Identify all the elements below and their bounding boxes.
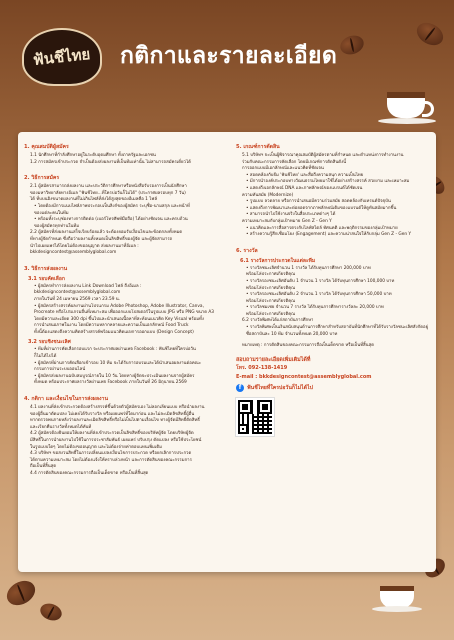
bullet-line: • โดยต้องมีการแนบไฟล์ภาพประกอบเป็นลิงก์ของผู้สมัคร ระบุชื่อ-นามสกุล และหน้าที่ (34, 203, 190, 209)
text-line: นำไปเผยแพร่ได้โดยไม่ต้องขออนุญาต ส่งผลงานมาที่อีเมล : bkkdesigncontest@assemblyglobal.com (30, 243, 139, 256)
bullet-line: • รางวัลชนะเลิศจำนวน 1 รางวัล ได้รับทุนการศึกษา 200,000 บาท (246, 265, 371, 271)
bullet-line: • รางวัลรองชนะเลิศอันดับ 1 จำนวน 1 รางวัล ได้รับทุนการศึกษา 100,000 บาท (246, 278, 395, 284)
contact-phone[interactable]: โทร. 092-138-1419 (236, 364, 288, 371)
text-line: 2.2 ผู้สมัครที่ส่งผลงานเสร็จเรียบร้อยแล้ว จะต้องยอมรับเงื่อนไขและข้อตกลงทั้งหมด (30, 230, 183, 236)
bullet-line: ชื่อสถาบันละ 10 ทีม จำนวนทั้งหมด 20,000 บาท (246, 331, 338, 337)
facebook-page-name: ฟันชีไทยที่ใครบ่อวันก็ไม่ได้ไป (247, 384, 313, 391)
bullet-line: • ผู้สมัครทำการส่งผลงาน Link Download ไฟล์ ถึงอีเมล : bkkdesigncontest@assemblyglobal.com (34, 283, 142, 296)
text-line: มีสิทธิ์ในการนำผลงานไปใช้ในการประชาสัมพันธ์ เผยแพร่ ปรับปรุง ดัดแปลง หรือใช้ประโยชน์ (30, 438, 202, 443)
text-line: ความเหมาะสมกับกลุ่มเป้าหมาย Gen Z - Gen Y (242, 218, 332, 224)
header (0, 0, 454, 110)
logo-text: ฟันชีไทย (32, 45, 92, 69)
bullet-line: โดยมีความละเอียด 300 dpi ขึ้นไปและนำเสนอเนื้อหาที่สะท้อนแนวคิด Key Visual พร้อมทั้ง (34, 316, 204, 322)
sub-heading: 6.1 รางวัลการประกวดในแต่ละทีม (240, 257, 316, 264)
coffee-bean-icon (38, 601, 64, 624)
text-line: ร่วมกับคณะกรรมการคัดเลือก โดยมีเกณฑ์การตัดสินดังนี้ (242, 159, 347, 165)
bullet-line: • แสดงถึงเอกลักษณ์ DNA และภาพลักษณ์ของแบรนด์ได้ชัดเจน (246, 185, 363, 191)
bullet-line: พร้อมโล่ประกาศเกียรติคุณ (246, 311, 296, 317)
text-line: การออกแบบมีเอกลักษณ์และแนวคิดที่ชัดเจน (242, 166, 324, 172)
coffee-cup-icon (387, 92, 425, 118)
bullet-line: • แสดงถึงการพัฒนาและต่อยอดจากภาพลักษณ์เดิมของแบรนด์ให้ดูทันสมัยมากขึ้น (246, 205, 397, 211)
text-line: 4.4 การตัดสินของคณะกรรมการถือเป็นเด็ดขาด หรือเป็นที่สิ้นสุด (30, 470, 149, 476)
text-line: ในรูปแบบใดๆ โดยไม่ต้องขออนุญาต และไม่ต้องจ่ายค่าตอบแทนเพิ่มเติม (30, 444, 162, 450)
bullet-line: • ผู้สมัครส่งผลงานฉบับสมบูรณ์ภายใน 10 วัน โดยทางผู้จัดจะประเมินผลงานจากผู้สมัคร (34, 373, 195, 379)
bullet-line: กรรมการผ่านระบบออนไลน์ (34, 367, 86, 373)
text-line: ถือเป็นที่สิ้นสุด (30, 464, 57, 470)
text-line: 4.3 บริษัทฯ ขอสงวนสิทธิ์ในการเปลี่ยนแปลงเงื่อนไขการประกวด หรือยกเลิกการประกวด (30, 451, 192, 457)
contact-heading: สอบถามรายละเอียดเพิ่มเติมได้ที่ (236, 356, 311, 363)
text-line: 4.1 ผลงานที่ส่งเข้าประกวดต้องสร้างสรรค์ขึ้นด้วยตัวผู้สมัครเอง ไม่ลอกเลียนแบบ หรือนำผลงาน (30, 405, 205, 411)
bullet-line: ทั้งนี้ต้องแสดงถึงความคิดสร้างสรรค์พร้อมแนวคิดแฝงการออกแบบ (Design Concept) (34, 329, 194, 335)
sub-heading: 3.1 รอบคัดเลือก (28, 275, 65, 282)
bullet-line: • ผู้สมัครสร้างสรรค์ผลงานผ่านโปรแกรม Adobe Photoshop, Adobe Illustrator, Canva, (34, 303, 204, 309)
text-line: ได้ ที่บบนอิงขนาดผลงานที่ไม่เกินไฟล์ที่ส่งได้สูงสุดของอีเมลคือ 1 ไฟล์ (30, 197, 158, 203)
qr-corner (238, 424, 248, 434)
text-line: ของมหาวิทยาลัยทางอีเมล "ฟันชีไทย...ที่ใครบ่อวันก็ไม่ได้" (ประกาศผลรอบทุก 7 วัน) (30, 190, 186, 196)
spacer (24, 257, 224, 262)
text-line: หากตรวจพบภายหลังว่าผลงานละเมิดลิขสิทธิ์หรือไม่เป็นไปตามเงื่อนไข ทางผู้จัดมีสิทธิ์ตัดสิทธิ์ (30, 418, 200, 424)
bullet-line: • แนวคิดและการสื่อสารตรงกับไลฟ์สไตล์ ทัศนคติ และพฤติกรรมของกลุ่มเป้าหมาย (246, 225, 398, 231)
right-column (236, 140, 436, 436)
bullet-line: พร้อมโล่ประกาศเกียรติคุณ (246, 298, 296, 304)
bullet-line: ทั้งหมด พร้อมประกาศผลรางวัลผ่านเพจ Facebook ภายในวันที่ 26 มิถุนายน 2569 (34, 380, 187, 386)
bullet-line: • สร้างความรู้สึกเชื่อมโยง (Engagement) และความน่าสนใจให้กับกลุ่ม Gen Z - Gen Y (246, 232, 412, 238)
facebook-row[interactable] (236, 384, 436, 392)
coffee-cup-icon (380, 586, 414, 608)
bullet-line: • ทีมที่ผ่านการคัดเลือกรอบแรก จะประกาศผลผ่านเพจ Facebook : ฟันชีไทยที่ใครบ่อวัน (34, 347, 196, 353)
bullet-line: • มีการนำองค์ประกอบทางวัฒนธรรมไทยมาใช้ได้อย่างสร้างสรรค์ สวยงาม และเหมาะสม (246, 179, 410, 185)
bullet-line: • รางวัลพิเศษเป็นเงินสนับสนุนด้านการศึกษาสำหรับสถาบันที่นักศึกษาที่ได้รับรางวัลชนะเลิศสังกัดอยู่ (246, 325, 429, 331)
section-heading: 1. คุณสมบัติผู้สมัคร (24, 144, 69, 150)
text-line: ความทันสมัย (Modernize) (242, 192, 294, 198)
sub-heading: 3.2 รอบชิงชนะเลิศ (28, 339, 71, 346)
right-column-content (236, 143, 436, 350)
spacer (24, 387, 224, 392)
brand-logo (22, 28, 102, 86)
page-title: กติกาและรายละเอียด (120, 43, 338, 69)
bullet-line: • รูปแบบ ลวดลาย หรือการนำเสนอมีความร่วมสมัย สอดคล้องกับเทรนด์ปัจจุบัน (246, 199, 391, 205)
section-heading: 2. วิธีการสมัคร (24, 175, 60, 182)
section-heading: 5. เกณฑ์การตัดสิน (236, 144, 280, 150)
contact-email[interactable]: E-mail : bkkdesigncontest@assemblyglobal.com (236, 373, 372, 380)
bullet-line: ของแต่ละคนในทีม (34, 210, 69, 216)
bullet-line: พร้อมโล่ประกาศเกียรติคุณ (246, 272, 296, 278)
bullet-line: • สามารถนำไปใช้งานจริงในสื่อประเภทต่างๆ ได้ (246, 212, 336, 218)
saucer (378, 118, 436, 124)
text-line: 5.1 บริษัทฯ จะเป็นผู้พิจารณาคุณสมบัติผู้สมัครตามที่กำหนด และตำแหน่งการทำงานงาน (242, 153, 404, 158)
bullet-line: • รางวัลรองชนะเลิศอันดับ 2 จำนวน 1 รางวัล ได้รับทุนการศึกษา 50,000 บาท (246, 292, 392, 298)
bullet-line: ก็ไม่ได้ไปได้ (34, 354, 57, 360)
coffee-bean-icon (3, 576, 40, 610)
text-line: 1.2 การสมัครเข้าประกวด จำเป็นต้องส่งผลงานที่เป็นทีมเท่านั้น ไม่สามารถสมัครเดี่ยวได้ (30, 159, 191, 165)
saucer (372, 606, 422, 612)
qr-pattern (252, 414, 272, 434)
bullet-line: ของผู้สมัครทุกท่านในทีม (34, 223, 80, 229)
section-heading: 6. รางวัล (236, 247, 258, 254)
qr-code (236, 398, 274, 436)
bullet-line: • ผู้สมัครที่ผ่านการคัดเลือกเข้ารอบ 10 ทีม จะได้รับการอบรมและได้นำเสนอผลงานต่อคณะ (34, 360, 202, 366)
bullet-line: • รางวัลชมเชย จำนวน 7 รางวัล ได้รับทุนการศึกษารางวัลละ 20,000 บาท (246, 305, 384, 311)
left-column (24, 140, 224, 478)
bullet-line: ภายในวันที่ 24 เมษายน 2569 เวลา 23.59 น. (34, 296, 121, 302)
bullet-line: • สอดคล้องกับธีม 'ฟันชีไทย' และสื่อถึงความสนุก ความเป็นไทย (246, 172, 364, 178)
rules-card (18, 132, 436, 572)
text-line: ได้ตามความเหมาะสม โดยไม่ต้องแจ้งให้ทราบล่วงหน้า และการตัดสินของคณะกรรมการ (30, 457, 192, 463)
bullet-line: • พร้อมทั้งระบุช่องทางการติดต่อ (เบอร์โทรศัพท์มือถือ) ได้อย่างชัดเจน และครบถ้วน (34, 217, 188, 223)
spacer (24, 166, 224, 171)
text-line: 4.2 ผู้สมัครต้องยินยอมให้ผลงานที่ส่งเข้าประกวดเป็นลิขสิทธิ์ของบริษัทผู้จัด โดยบริษัทผู้จัด (30, 431, 194, 437)
bullet-line: การนำเสนอภาพในงาน โดยมีความหลากหลายและความเป็นเอกลักษณ์ Food Truck (34, 323, 189, 329)
text-line: หมายเหตุ : การตัดสินของคณะกรรมการถือเป็นเด็ดขาด หรือเป็นที่สิ้นสุด (242, 343, 375, 349)
text-line: 2.1 ผู้สมัครสามารถส่งผลงาน และประวัติการศึกษาหรือหนังสือรับรองการเป็นนักศึกษา (30, 184, 187, 190)
spacer (236, 239, 436, 244)
text-line: ที่ทางผู้จัดกำหนด ซึ่งถือว่าผลงานทั้งหมดเป็นลิขสิทธิ์ของผู้จัด และผู้จัดสามารถ (30, 236, 173, 242)
bullet-line: Procreate หรือโปรแกรมอื่นที่เหมาะสม เพื่อออกแบบโปสเตอร์ในรูปแบบ JPG หรือ PNG ขนาด A3 (34, 310, 215, 316)
text-line: และเรียกคืนรางวัลทั้งหมดได้ทันที (30, 424, 92, 430)
text-line: 1.1 นักศึกษาที่กำลังศึกษาอยู่ในระดับอุดมศึกษา ทั้งภาครัฐและเอกชน (30, 153, 156, 158)
text-line: ของผู้อื่นมาดัดแปลง ไม่เคยได้รับรางวัล หรือเผยแพร่ที่ใดมาก่อน และไม่ละเมิดลิขสิทธิ์ผู้อื่น (30, 411, 195, 417)
section-heading: 3. วิธีการส่งผลงาน (24, 265, 68, 272)
section-heading: 4. กติกา และเงื่อนไขในการส่งผลงาน (24, 396, 109, 403)
facebook-icon: f (236, 384, 244, 392)
bullet-line: พร้อมโล่ประกาศเกียรติคุณ (246, 285, 296, 291)
text-line: 6.2 รางวัลพิเศษได้แก่สถาบันการศึกษา (242, 318, 314, 324)
